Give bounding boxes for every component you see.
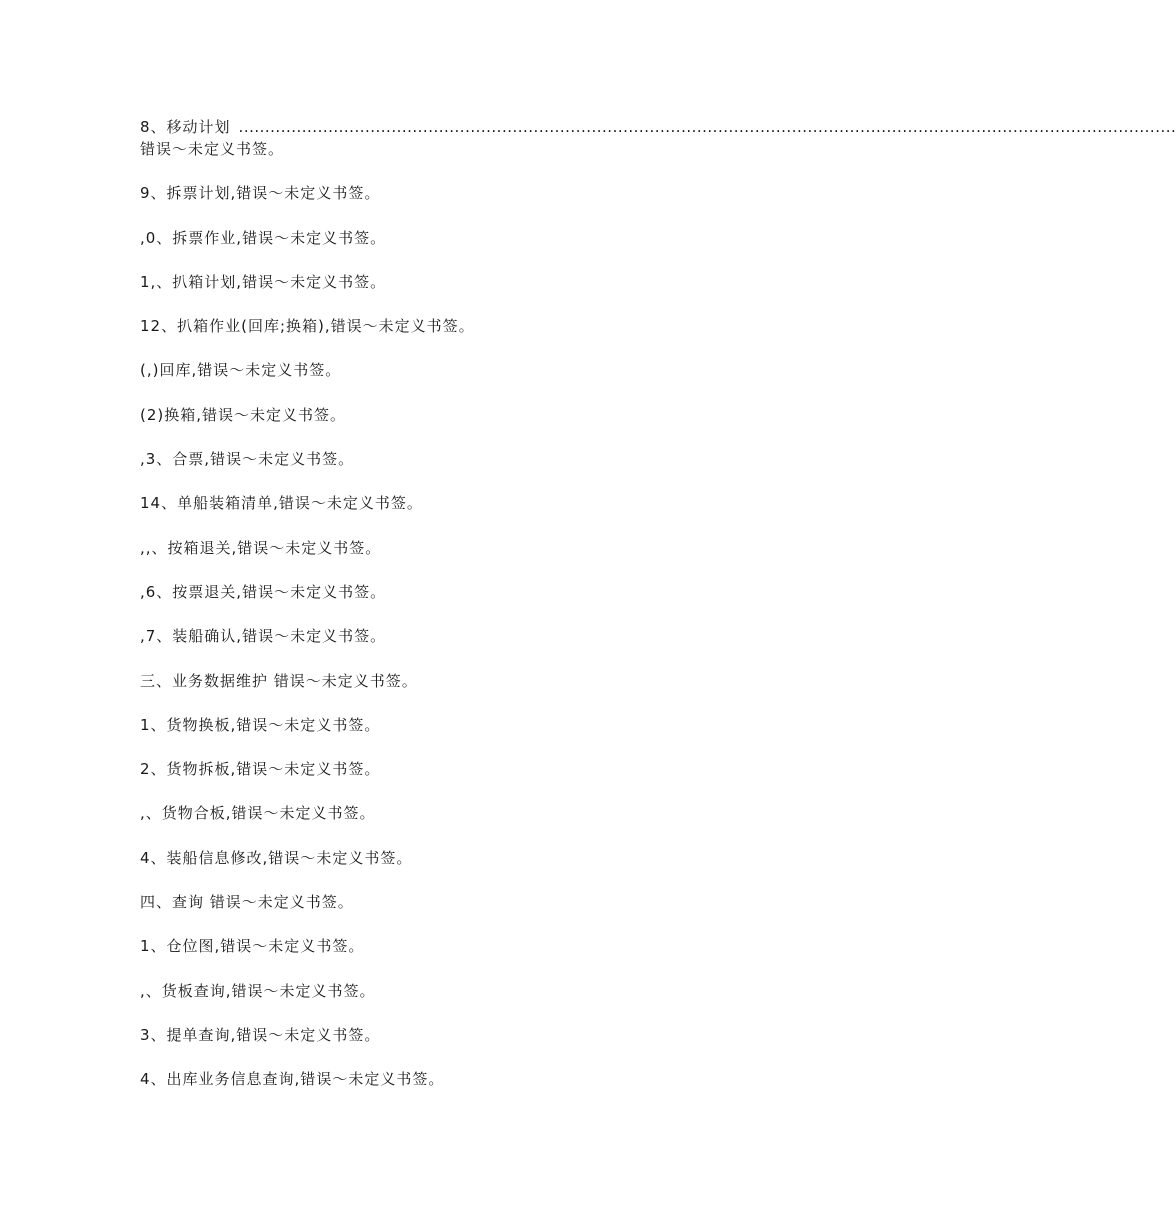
toc-entry: 12、扒箱作业(回库;换箱),错误～未定义书签。 bbox=[140, 317, 475, 336]
toc-entry: 14、单船装箱清单,错误～未定义书签。 bbox=[140, 494, 423, 513]
toc-entry: 4、出库业务信息查询,错误～未定义书签。 bbox=[140, 1070, 445, 1089]
toc-entry-title: 8、移动计划 bbox=[140, 118, 231, 136]
toc-entry: ,,、按箱退关,错误～未定义书签。 bbox=[140, 538, 382, 557]
toc-entry: 1、仓位图,错误～未定义书签。 bbox=[140, 937, 365, 956]
toc-entry: 1,、扒箱计划,错误～未定义书签。 bbox=[140, 272, 387, 291]
toc-entry bbox=[140, 116, 1176, 160]
toc-dot-leader: .................................................................................................................................................................................. bbox=[238, 118, 1176, 136]
toc-entry: 1、货物换板,错误～未定义书签。 bbox=[140, 715, 381, 734]
toc-entry: ,7、装船确认,错误～未定义书签。 bbox=[140, 627, 387, 646]
toc-entry: ,、货板查询,错误～未定义书签。 bbox=[140, 981, 376, 1000]
toc-entry: (,)回库,错误～未定义书签。 bbox=[140, 361, 342, 380]
toc-entry-title-line bbox=[140, 116, 1176, 138]
table-of-contents bbox=[140, 116, 1176, 1113]
toc-entry: ,0、拆票作业,错误～未定义书签。 bbox=[140, 228, 387, 247]
toc-entry: 3、提单查询,错误～未定义书签。 bbox=[140, 1025, 381, 1044]
toc-section-heading: 四、查询 错误～未定义书签。 bbox=[140, 893, 354, 912]
toc-entry: 2、货物拆板,错误～未定义书签。 bbox=[140, 760, 381, 779]
toc-entry: ,6、按票退关,错误～未定义书签。 bbox=[140, 582, 387, 601]
toc-entry: ,3、合票,错误～未定义书签。 bbox=[140, 450, 355, 469]
toc-entry: 9、拆票计划,错误～未定义书签。 bbox=[140, 184, 381, 203]
toc-entry-ref: 错误～未定义书签。 bbox=[140, 140, 285, 158]
toc-entry: ,、货物合板,错误～未定义书签。 bbox=[140, 804, 376, 823]
toc-entry: 4、装船信息修改,错误～未定义书签。 bbox=[140, 848, 413, 867]
toc-entry: (2)换箱,错误～未定义书签。 bbox=[140, 405, 347, 424]
toc-section-heading: 三、业务数据维护 错误～未定义书签。 bbox=[140, 671, 418, 690]
